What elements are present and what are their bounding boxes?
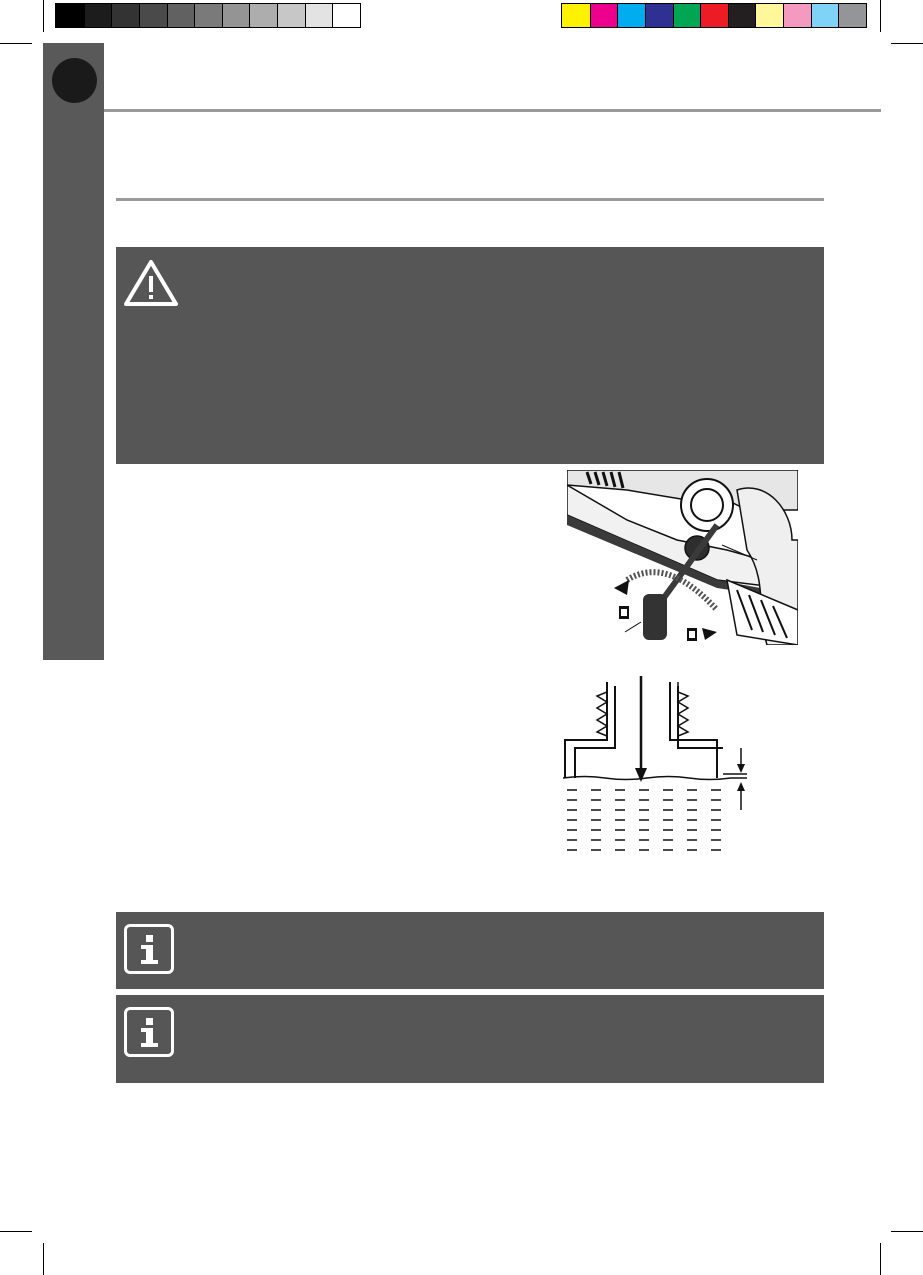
grayscale-swatch	[56, 4, 84, 27]
color-swatch	[755, 4, 783, 27]
color-swatch	[617, 4, 645, 27]
color-swatch	[783, 4, 811, 27]
grayscale-swatch	[84, 4, 112, 27]
grayscale-swatch	[305, 4, 333, 27]
crop-mark-top-left-h	[0, 43, 32, 44]
crop-mark-top-right-v	[880, 0, 881, 32]
header-rule	[104, 109, 881, 112]
color-swatch	[562, 4, 590, 27]
color-swatch	[700, 4, 728, 27]
crop-mark-bottom-right-h	[891, 1231, 923, 1232]
crop-mark-top-left-v	[43, 0, 44, 32]
grayscale-swatch	[139, 4, 167, 27]
color-calibration-bar	[561, 3, 867, 28]
crop-mark-bottom-left-v	[43, 1243, 44, 1275]
grayscale-swatch	[194, 4, 222, 27]
color-swatch	[811, 4, 839, 27]
color-swatch	[645, 4, 673, 27]
info-panel-2	[116, 995, 824, 1083]
grayscale-swatch	[111, 4, 139, 27]
section-number-circle	[52, 58, 97, 103]
grayscale-swatch	[167, 4, 195, 27]
color-swatch	[728, 4, 756, 27]
grayscale-swatch	[277, 4, 305, 27]
color-swatch	[838, 4, 866, 27]
info-panel-1	[116, 912, 824, 989]
info-icon	[124, 1007, 174, 1057]
oil-level-diagram	[555, 672, 765, 862]
warning-panel	[116, 247, 824, 464]
section-side-tab	[43, 43, 104, 660]
color-swatch	[673, 4, 701, 27]
crop-mark-bottom-left-h	[0, 1231, 32, 1232]
section-rule	[116, 198, 824, 201]
grayscale-swatch	[332, 4, 360, 27]
color-swatch	[590, 4, 618, 27]
crop-mark-bottom-right-v	[880, 1243, 881, 1275]
grayscale-swatch	[249, 4, 277, 27]
grayscale-calibration-bar	[55, 3, 361, 28]
chain-tension-photo	[567, 470, 798, 645]
grayscale-swatch	[222, 4, 250, 27]
warning-triangle-icon	[123, 258, 179, 308]
info-icon	[124, 924, 174, 974]
crop-mark-top-right-h	[891, 43, 923, 44]
